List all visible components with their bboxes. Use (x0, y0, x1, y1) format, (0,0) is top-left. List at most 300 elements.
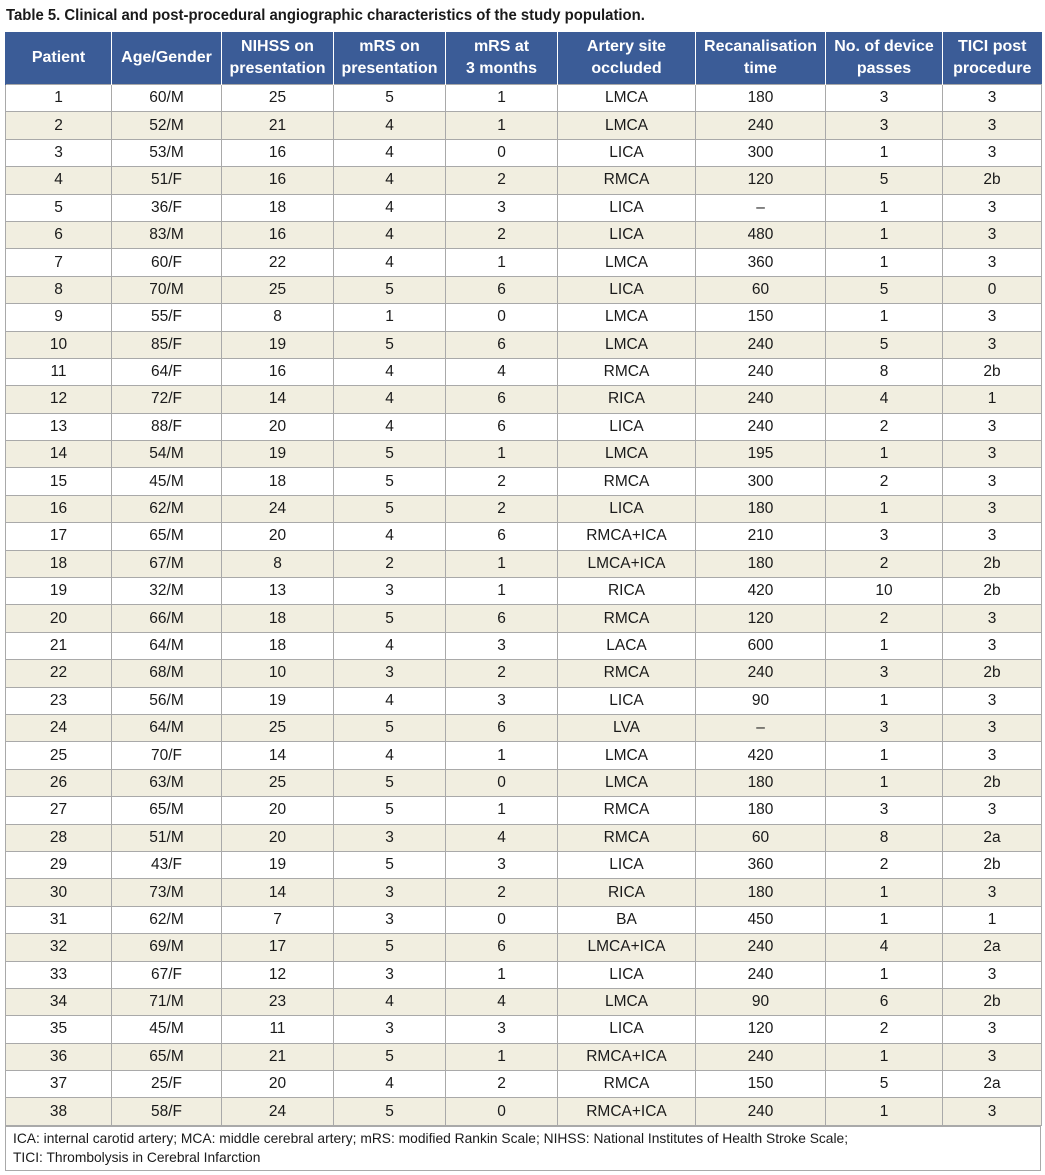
cell-patient: 2 (6, 112, 112, 139)
cell-mrs-on-presentation: 5 (334, 1043, 446, 1070)
cell-nihss-on-presentation: 19 (222, 851, 334, 878)
cell-artery-site-occluded: LMCA (558, 441, 696, 468)
table-title: Table 5. Clinical and post-procedural angiographic characteristics of the study population. (6, 7, 645, 24)
cell-mrs-at-3-months: 2 (446, 468, 558, 495)
cell-recanalisation-time: 120 (696, 605, 826, 632)
cell-recanalisation-time: 450 (696, 906, 826, 933)
footnote (5, 1126, 1041, 1171)
cell-recanalisation-time: 240 (696, 660, 826, 687)
cell-patient: 12 (6, 386, 112, 413)
cell-artery-site-occluded: RMCA (558, 660, 696, 687)
cell-mrs-on-presentation: 4 (334, 742, 446, 769)
cell-patient: 28 (6, 824, 112, 851)
cell-nihss-on-presentation: 19 (222, 331, 334, 358)
header-age-gender (112, 32, 222, 85)
cell-device-passes: 4 (826, 934, 943, 961)
cell-nihss-on-presentation: 16 (222, 139, 334, 166)
cell-nihss-on-presentation: 23 (222, 988, 334, 1015)
cell-age-gender: 72/F (112, 386, 222, 413)
cell-patient: 35 (6, 1016, 112, 1043)
table-row (6, 331, 1042, 358)
cell-device-passes: 2 (826, 468, 943, 495)
cell-device-passes: 1 (826, 769, 943, 796)
cell-nihss-on-presentation: 25 (222, 714, 334, 741)
cell-mrs-at-3-months: 1 (446, 742, 558, 769)
cell-recanalisation-time: – (696, 714, 826, 741)
cell-mrs-on-presentation: 4 (334, 358, 446, 385)
cell-age-gender: 56/M (112, 687, 222, 714)
cell-recanalisation-time: 180 (696, 85, 826, 112)
cell-age-gender: 43/F (112, 851, 222, 878)
cell-device-passes: 1 (826, 495, 943, 522)
cell-recanalisation-time: 240 (696, 1098, 826, 1125)
cell-patient: 23 (6, 687, 112, 714)
cell-artery-site-occluded: LVA (558, 714, 696, 741)
cell-mrs-at-3-months: 2 (446, 1071, 558, 1098)
cell-tici-post-procedure: 3 (943, 1043, 1042, 1070)
cell-tici-post-procedure: 3 (943, 221, 1042, 248)
cell-tici-post-procedure: 2b (943, 550, 1042, 577)
table-row (6, 714, 1042, 741)
cell-recanalisation-time: 180 (696, 797, 826, 824)
cell-mrs-at-3-months: 1 (446, 441, 558, 468)
header-tici-post-procedure (943, 32, 1042, 85)
cell-artery-site-occluded: LICA (558, 276, 696, 303)
cell-tici-post-procedure: 1 (943, 386, 1042, 413)
cell-recanalisation-time: 240 (696, 961, 826, 988)
header-line-1: Patient (31, 49, 86, 66)
cell-device-passes: 1 (826, 194, 943, 221)
cell-patient: 1 (6, 85, 112, 112)
cell-mrs-at-3-months: 2 (446, 879, 558, 906)
cell-artery-site-occluded: RMCA (558, 468, 696, 495)
cell-tici-post-procedure: 3 (943, 112, 1042, 139)
cell-mrs-on-presentation: 3 (334, 824, 446, 851)
cell-nihss-on-presentation: 20 (222, 797, 334, 824)
cell-mrs-on-presentation: 5 (334, 714, 446, 741)
cell-nihss-on-presentation: 18 (222, 632, 334, 659)
cell-nihss-on-presentation: 21 (222, 112, 334, 139)
cell-artery-site-occluded: LMCA+ICA (558, 934, 696, 961)
cell-age-gender: 45/M (112, 1016, 222, 1043)
cell-artery-site-occluded: LICA (558, 687, 696, 714)
cell-nihss-on-presentation: 17 (222, 934, 334, 961)
cell-nihss-on-presentation: 13 (222, 578, 334, 605)
table-row (6, 660, 1042, 687)
cell-mrs-at-3-months: 2 (446, 167, 558, 194)
header-row (6, 32, 1042, 85)
cell-tici-post-procedure: 2b (943, 851, 1042, 878)
cell-artery-site-occluded: LICA (558, 139, 696, 166)
cell-nihss-on-presentation: 12 (222, 961, 334, 988)
cell-artery-site-occluded: LACA (558, 632, 696, 659)
cell-recanalisation-time: 180 (696, 495, 826, 522)
cell-recanalisation-time: 240 (696, 112, 826, 139)
cell-nihss-on-presentation: 24 (222, 1098, 334, 1125)
cell-mrs-on-presentation: 4 (334, 112, 446, 139)
table-body (6, 85, 1042, 1126)
cell-artery-site-occluded: RMCA (558, 797, 696, 824)
cell-device-passes: 3 (826, 523, 943, 550)
cell-patient: 14 (6, 441, 112, 468)
cell-age-gender: 36/F (112, 194, 222, 221)
cell-patient: 24 (6, 714, 112, 741)
cell-nihss-on-presentation: 20 (222, 413, 334, 440)
cell-mrs-on-presentation: 1 (334, 304, 446, 331)
cell-tici-post-procedure: 2a (943, 824, 1042, 851)
cell-tici-post-procedure: 0 (943, 276, 1042, 303)
cell-mrs-on-presentation: 4 (334, 988, 446, 1015)
cell-recanalisation-time: 240 (696, 331, 826, 358)
cell-mrs-on-presentation: 4 (334, 523, 446, 550)
cell-artery-site-occluded: RMCA (558, 167, 696, 194)
cell-artery-site-occluded: RMCA+ICA (558, 1043, 696, 1070)
cell-recanalisation-time: 240 (696, 1043, 826, 1070)
cell-recanalisation-time: 360 (696, 851, 826, 878)
cell-recanalisation-time: 150 (696, 1071, 826, 1098)
cell-mrs-on-presentation: 3 (334, 1016, 446, 1043)
cell-mrs-on-presentation: 5 (334, 769, 446, 796)
cell-tici-post-procedure: 2b (943, 358, 1042, 385)
cell-mrs-at-3-months: 1 (446, 112, 558, 139)
cell-mrs-at-3-months: 4 (446, 988, 558, 1015)
header-line-2: passes (856, 60, 912, 77)
cell-age-gender: 54/M (112, 441, 222, 468)
cell-patient: 8 (6, 276, 112, 303)
cell-age-gender: 70/M (112, 276, 222, 303)
cell-recanalisation-time: 240 (696, 386, 826, 413)
table-row (6, 632, 1042, 659)
cell-artery-site-occluded: RICA (558, 386, 696, 413)
cell-nihss-on-presentation: 8 (222, 304, 334, 331)
header-line-1: Artery site (586, 38, 667, 55)
table-row (6, 550, 1042, 577)
cell-age-gender: 25/F (112, 1071, 222, 1098)
cell-mrs-at-3-months: 2 (446, 495, 558, 522)
cell-age-gender: 58/F (112, 1098, 222, 1125)
cell-mrs-at-3-months: 6 (446, 331, 558, 358)
cell-mrs-on-presentation: 4 (334, 221, 446, 248)
cell-age-gender: 64/F (112, 358, 222, 385)
cell-tici-post-procedure: 3 (943, 523, 1042, 550)
table-row (6, 578, 1042, 605)
table-row (6, 85, 1042, 112)
cell-mrs-at-3-months: 1 (446, 249, 558, 276)
cell-device-passes: 5 (826, 1071, 943, 1098)
cell-tici-post-procedure: 3 (943, 632, 1042, 659)
cell-mrs-at-3-months: 6 (446, 934, 558, 961)
cell-mrs-on-presentation: 5 (334, 495, 446, 522)
cell-patient: 36 (6, 1043, 112, 1070)
cell-patient: 33 (6, 961, 112, 988)
cell-nihss-on-presentation: 25 (222, 276, 334, 303)
cell-age-gender: 65/M (112, 797, 222, 824)
header-line-2: procedure (953, 60, 1032, 77)
table-row (6, 1071, 1042, 1098)
cell-recanalisation-time: 60 (696, 824, 826, 851)
cell-artery-site-occluded: LMCA (558, 249, 696, 276)
cell-device-passes: 3 (826, 797, 943, 824)
cell-recanalisation-time: 180 (696, 550, 826, 577)
cell-tici-post-procedure: 2a (943, 1071, 1042, 1098)
table-row (6, 386, 1042, 413)
cell-nihss-on-presentation: 22 (222, 249, 334, 276)
cell-artery-site-occluded: LMCA (558, 304, 696, 331)
table-row (6, 769, 1042, 796)
cell-tici-post-procedure: 3 (943, 139, 1042, 166)
cell-tici-post-procedure: 2a (943, 934, 1042, 961)
cell-mrs-at-3-months: 0 (446, 139, 558, 166)
cell-age-gender: 51/M (112, 824, 222, 851)
cell-nihss-on-presentation: 25 (222, 769, 334, 796)
cell-tici-post-procedure: 3 (943, 249, 1042, 276)
cell-tici-post-procedure: 3 (943, 1098, 1042, 1125)
cell-mrs-at-3-months: 1 (446, 578, 558, 605)
cell-tici-post-procedure: 3 (943, 714, 1042, 741)
table-row (6, 304, 1042, 331)
table-row (6, 988, 1042, 1015)
table-row (6, 112, 1042, 139)
cell-patient: 7 (6, 249, 112, 276)
cell-mrs-at-3-months: 0 (446, 304, 558, 331)
cell-artery-site-occluded: LMCA (558, 988, 696, 1015)
cell-patient: 5 (6, 194, 112, 221)
cell-device-passes: 5 (826, 167, 943, 194)
cell-device-passes: 3 (826, 714, 943, 741)
cell-recanalisation-time: 120 (696, 167, 826, 194)
cell-mrs-at-3-months: 3 (446, 194, 558, 221)
cell-nihss-on-presentation: 20 (222, 1071, 334, 1098)
cell-age-gender: 88/F (112, 413, 222, 440)
cell-device-passes: 8 (826, 824, 943, 851)
cell-patient: 9 (6, 304, 112, 331)
cell-recanalisation-time: 420 (696, 742, 826, 769)
cell-age-gender: 83/M (112, 221, 222, 248)
header-recanalisation-time (696, 32, 826, 85)
cell-artery-site-occluded: LMCA (558, 769, 696, 796)
cell-age-gender: 45/M (112, 468, 222, 495)
cell-device-passes: 1 (826, 249, 943, 276)
cell-device-passes: 1 (826, 441, 943, 468)
cell-recanalisation-time: 150 (696, 304, 826, 331)
table-row (6, 495, 1042, 522)
cell-nihss-on-presentation: 20 (222, 824, 334, 851)
cell-mrs-at-3-months: 0 (446, 769, 558, 796)
cell-mrs-at-3-months: 3 (446, 632, 558, 659)
table-row (6, 961, 1042, 988)
cell-patient: 15 (6, 468, 112, 495)
cell-age-gender: 70/F (112, 742, 222, 769)
cell-tici-post-procedure: 1 (943, 906, 1042, 933)
cell-patient: 3 (6, 139, 112, 166)
cell-tici-post-procedure: 3 (943, 1016, 1042, 1043)
cell-nihss-on-presentation: 7 (222, 906, 334, 933)
cell-tici-post-procedure: 3 (943, 797, 1042, 824)
cell-nihss-on-presentation: 20 (222, 523, 334, 550)
table-row (6, 441, 1042, 468)
cell-patient: 22 (6, 660, 112, 687)
cell-tici-post-procedure: 3 (943, 194, 1042, 221)
table-row (6, 1016, 1042, 1043)
header-mrs-on-presentation (334, 32, 446, 85)
cell-tici-post-procedure: 2b (943, 578, 1042, 605)
cell-device-passes: 2 (826, 605, 943, 632)
cell-nihss-on-presentation: 25 (222, 85, 334, 112)
cell-artery-site-occluded: LICA (558, 221, 696, 248)
cell-artery-site-occluded: BA (558, 906, 696, 933)
cell-patient: 29 (6, 851, 112, 878)
header-line-2: occluded (591, 60, 662, 77)
header-nihss-on-presentation (222, 32, 334, 85)
cell-patient: 19 (6, 578, 112, 605)
cell-age-gender: 69/M (112, 934, 222, 961)
header-line-1: mRS on (359, 38, 420, 55)
cell-mrs-at-3-months: 0 (446, 1098, 558, 1125)
cell-mrs-on-presentation: 2 (334, 550, 446, 577)
cell-mrs-at-3-months: 6 (446, 714, 558, 741)
cell-age-gender: 85/F (112, 331, 222, 358)
cell-mrs-at-3-months: 6 (446, 523, 558, 550)
table-row (6, 934, 1042, 961)
cell-age-gender: 68/M (112, 660, 222, 687)
cell-age-gender: 63/M (112, 769, 222, 796)
cell-recanalisation-time: – (696, 194, 826, 221)
cell-tici-post-procedure: 3 (943, 879, 1042, 906)
header-mrs-at-3-months (446, 32, 558, 85)
cell-recanalisation-time: 480 (696, 221, 826, 248)
footnote-line-1: ICA: internal carotid artery; MCA: middle cerebral artery; mRS: modified Rankin Scale; NIHSS: National Institutes of Health Stroke Scale; (13, 1131, 849, 1146)
cell-device-passes: 1 (826, 906, 943, 933)
cell-mrs-on-presentation: 5 (334, 276, 446, 303)
cell-tici-post-procedure: 2b (943, 769, 1042, 796)
cell-age-gender: 51/F (112, 167, 222, 194)
table-row (6, 276, 1042, 303)
cell-nihss-on-presentation: 21 (222, 1043, 334, 1070)
cell-age-gender: 62/M (112, 906, 222, 933)
cell-tici-post-procedure: 2b (943, 660, 1042, 687)
cell-tici-post-procedure: 2b (943, 988, 1042, 1015)
cell-tici-post-procedure: 3 (943, 85, 1042, 112)
cell-device-passes: 3 (826, 85, 943, 112)
cell-nihss-on-presentation: 16 (222, 221, 334, 248)
cell-artery-site-occluded: LICA (558, 1016, 696, 1043)
table-row (6, 879, 1042, 906)
data-table (5, 32, 1042, 1126)
table-row (6, 221, 1042, 248)
cell-patient: 37 (6, 1071, 112, 1098)
cell-mrs-at-3-months: 1 (446, 85, 558, 112)
cell-mrs-at-3-months: 6 (446, 276, 558, 303)
cell-mrs-on-presentation: 5 (334, 85, 446, 112)
header-line-2: presentation (341, 60, 438, 77)
cell-mrs-at-3-months: 6 (446, 386, 558, 413)
header-device-passes (826, 32, 943, 85)
cell-age-gender: 32/M (112, 578, 222, 605)
cell-recanalisation-time: 90 (696, 687, 826, 714)
cell-recanalisation-time: 600 (696, 632, 826, 659)
cell-recanalisation-time: 90 (696, 988, 826, 1015)
cell-tici-post-procedure: 3 (943, 413, 1042, 440)
cell-age-gender: 62/M (112, 495, 222, 522)
cell-mrs-at-3-months: 1 (446, 797, 558, 824)
cell-patient: 16 (6, 495, 112, 522)
cell-mrs-at-3-months: 4 (446, 358, 558, 385)
cell-age-gender: 71/M (112, 988, 222, 1015)
cell-nihss-on-presentation: 14 (222, 386, 334, 413)
cell-mrs-at-3-months: 2 (446, 221, 558, 248)
table-row (6, 167, 1042, 194)
cell-recanalisation-time: 300 (696, 139, 826, 166)
cell-artery-site-occluded: RMCA (558, 824, 696, 851)
table-row (6, 1043, 1042, 1070)
cell-device-passes: 3 (826, 660, 943, 687)
cell-device-passes: 1 (826, 632, 943, 659)
cell-age-gender: 65/M (112, 523, 222, 550)
cell-nihss-on-presentation: 24 (222, 495, 334, 522)
cell-mrs-on-presentation: 5 (334, 851, 446, 878)
cell-device-passes: 1 (826, 1043, 943, 1070)
cell-device-passes: 2 (826, 851, 943, 878)
cell-patient: 10 (6, 331, 112, 358)
cell-age-gender: 73/M (112, 879, 222, 906)
cell-mrs-on-presentation: 5 (334, 797, 446, 824)
cell-recanalisation-time: 210 (696, 523, 826, 550)
cell-patient: 32 (6, 934, 112, 961)
cell-mrs-at-3-months: 3 (446, 851, 558, 878)
cell-age-gender: 60/F (112, 249, 222, 276)
cell-artery-site-occluded: LICA (558, 413, 696, 440)
cell-patient: 21 (6, 632, 112, 659)
cell-mrs-on-presentation: 5 (334, 1098, 446, 1125)
cell-device-passes: 1 (826, 1098, 943, 1125)
cell-patient: 34 (6, 988, 112, 1015)
cell-nihss-on-presentation: 18 (222, 605, 334, 632)
cell-artery-site-occluded: LMCA+ICA (558, 550, 696, 577)
cell-tici-post-procedure: 3 (943, 441, 1042, 468)
cell-recanalisation-time: 360 (696, 249, 826, 276)
cell-recanalisation-time: 420 (696, 578, 826, 605)
header-line-1: Age/Gender (121, 49, 212, 66)
cell-device-passes: 1 (826, 961, 943, 988)
table-row (6, 797, 1042, 824)
cell-age-gender: 53/M (112, 139, 222, 166)
cell-patient: 4 (6, 167, 112, 194)
cell-device-passes: 1 (826, 221, 943, 248)
cell-recanalisation-time: 300 (696, 468, 826, 495)
cell-mrs-on-presentation: 3 (334, 660, 446, 687)
header-line-2: 3 months (465, 60, 538, 77)
cell-mrs-on-presentation: 4 (334, 139, 446, 166)
cell-age-gender: 52/M (112, 112, 222, 139)
cell-mrs-on-presentation: 3 (334, 906, 446, 933)
cell-age-gender: 55/F (112, 304, 222, 331)
cell-mrs-on-presentation: 5 (334, 441, 446, 468)
cell-mrs-at-3-months: 6 (446, 413, 558, 440)
cell-tici-post-procedure: 3 (943, 468, 1042, 495)
cell-tici-post-procedure: 3 (943, 687, 1042, 714)
cell-artery-site-occluded: LICA (558, 495, 696, 522)
table-row (6, 824, 1042, 851)
cell-nihss-on-presentation: 18 (222, 468, 334, 495)
cell-nihss-on-presentation: 14 (222, 879, 334, 906)
cell-patient: 26 (6, 769, 112, 796)
cell-tici-post-procedure: 3 (943, 331, 1042, 358)
header-line-1: TICI post (958, 38, 1027, 55)
cell-device-passes: 2 (826, 550, 943, 577)
cell-age-gender: 60/M (112, 85, 222, 112)
cell-mrs-on-presentation: 5 (334, 331, 446, 358)
cell-artery-site-occluded: RMCA (558, 1071, 696, 1098)
